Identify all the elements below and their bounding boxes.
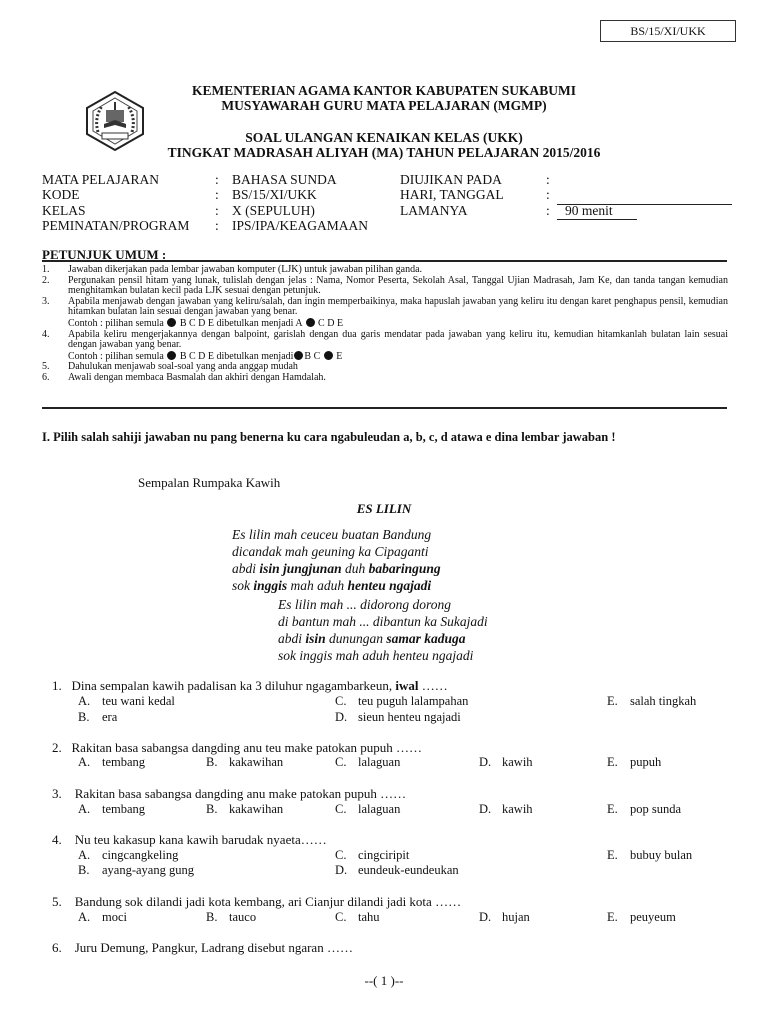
option-text: cingcangkeling: [102, 848, 179, 862]
header-ministry: KEMENTERIAN AGAMA KANTOR KABUPATEN SUKABUMI: [191, 83, 577, 98]
option-text: sieun henteu ngajadi: [358, 710, 461, 724]
colon: :: [215, 202, 219, 218]
option-text: kawih: [502, 755, 533, 769]
section-heading: I. Pilih salah sahiji jawaban nu pang benerna ku cara ngabuleudan a, b, c, d atawa e dina lembar jawaban !: [42, 430, 616, 444]
example-text: B C D E dibetulkan menjadi A: [179, 317, 303, 329]
question-text: Nu teu kakasup kana kawih barudak nyaeta……: [74, 832, 327, 847]
option-letter: B.: [78, 863, 90, 877]
exam-date-value: [565, 172, 613, 187]
colon: :: [546, 172, 550, 187]
instruction-item: [42, 297, 728, 330]
question-num: 2.: [52, 740, 62, 755]
instruction-item: [42, 330, 728, 363]
example-text: C D E: [318, 317, 344, 329]
question-num: 1.: [52, 678, 62, 693]
option-letter: C.: [335, 755, 347, 769]
option-letter: A.: [78, 802, 91, 816]
option-letter: E.: [607, 755, 618, 769]
poem-word: abdi: [278, 631, 306, 646]
poem-bold-word: isin jungjunan: [259, 561, 342, 576]
poem-line: di bantun mah ... dibantun ka Sukajadi: [278, 614, 488, 629]
option-text: teu puguh lalampahan: [358, 694, 469, 708]
instruction-num: 6.: [42, 371, 50, 383]
question-2: [52, 740, 422, 756]
document-code: BS/15/XI/UKK: [630, 24, 706, 38]
option-text: eundeuk-eundeukan: [358, 863, 459, 877]
question-text: Juru Demung, Pangkur, Ladrang disebut ngaran ……: [74, 940, 353, 955]
option-text: kawih: [502, 802, 533, 816]
colon: :: [215, 172, 219, 187]
info-right-label: HARI, TANGGAL: [400, 187, 504, 203]
option-text: pop sunda: [630, 802, 682, 816]
instruction-num: 4.: [42, 328, 50, 340]
poem-bold-word: isin: [305, 631, 326, 646]
option-text: cingciripit: [358, 848, 410, 862]
poem-bold-word: henteu ngajadi: [347, 578, 432, 593]
header-level-year: TINGKAT MADRASAH ALIYAH (MA) TAHUN PELAJARAN 2015/2016: [167, 145, 601, 160]
poem-bold-word: babaringung: [368, 561, 441, 576]
question-num: 5.: [52, 894, 62, 909]
option-text: moci: [102, 910, 127, 924]
info-right-values: [565, 172, 613, 218]
question-text: Bandung sok dilandi jadi kota kembang, ari Cianjur dilandi jadi kota ……: [74, 894, 462, 909]
option-text: kakawihan: [229, 802, 284, 816]
option-text: tauco: [229, 910, 257, 924]
option-letter: A.: [78, 755, 91, 769]
document-code-box: [600, 20, 736, 42]
poem-line: dicandak mah geuning ka Cipaganti: [232, 544, 429, 559]
option-letter: A.: [78, 848, 91, 862]
instruction-text: Apabila menjawab dengan jawaban yang keliru/salah, dan ingin memperbaikinya, maka hapuslah jawaban yang keliru itu dengan karet penghapus pensil, kemudian hitamkan bulatan lain sesuai dengan jawaban yang benar.: [68, 295, 728, 318]
filled-circle-icon: [324, 351, 333, 360]
header-mgmp: MUSYAWARAH GURU MATA PELAJARAN (MGMP): [221, 98, 547, 113]
info-value: BS/15/XI/UKK: [232, 187, 317, 203]
info-right-label: DIUJIKAN PADA: [400, 172, 502, 187]
info-label: KODE: [42, 187, 80, 203]
question-num: 3.: [52, 786, 62, 801]
option-letter: C.: [335, 802, 347, 816]
option-text: peuyeum: [630, 910, 676, 924]
instruction-text: Awali dengan membaca Basmalah dan akhiri dengan Hamdalah.: [68, 371, 326, 383]
poem-word: sok: [232, 578, 254, 593]
option-text: kakawihan: [229, 755, 284, 769]
option-letter: D.: [335, 710, 348, 724]
info-labels: [42, 172, 189, 233]
poem-bold-word: samar kaduga: [386, 631, 466, 646]
poem-line: [278, 630, 488, 647]
question-num: 4.: [52, 832, 62, 847]
colon: :: [215, 187, 219, 203]
info-values: [232, 172, 368, 233]
option-text: tembang: [102, 802, 146, 816]
instruction-num: 3.: [42, 295, 50, 307]
question-5: [52, 894, 461, 910]
poem-line: [232, 577, 441, 594]
option-letter: B.: [206, 802, 218, 816]
poem-word: abdi: [232, 561, 260, 576]
poem-line: Es lilin mah ... didorong dorong: [278, 597, 452, 612]
question-1: [52, 678, 448, 694]
instruction-num: 5.: [42, 361, 50, 373]
poem-stanza-1: [232, 526, 441, 594]
poem-word: mah aduh: [287, 578, 348, 593]
question-bold: iwal: [395, 678, 419, 693]
example-text: Contoh : pilihan semula: [68, 317, 164, 329]
info-right-labels: [400, 172, 504, 218]
option-letter: E.: [607, 802, 618, 816]
excerpt-intro: Sempalan Rumpaka Kawih: [138, 475, 281, 490]
option-letter: E.: [607, 848, 618, 862]
option-letter: D.: [479, 910, 492, 924]
duration-value: 90 menit: [565, 202, 613, 218]
option-letter: A.: [78, 910, 91, 924]
poem-line: [232, 560, 441, 577]
page-number: --( 1 )--: [364, 973, 404, 988]
option-letter: D.: [479, 802, 492, 816]
example-text: Contoh : pilihan semula: [68, 350, 164, 362]
poem-line: sok inggis mah aduh henteu ngajadi: [278, 648, 474, 663]
instructions-title: PETUNJUK UMUM :: [42, 247, 167, 262]
info-value: BAHASA SUNDA: [232, 172, 337, 187]
option-text: salah tingkah: [630, 694, 697, 708]
question-text: Rakitan basa sabangsa dangding anu make patokan pupuh ……: [74, 786, 407, 801]
option-letter: E.: [607, 910, 618, 924]
instruction-num: 1.: [42, 264, 50, 275]
poem-word: duh: [341, 561, 369, 576]
info-label: PEMINATAN/PROGRAM: [42, 217, 190, 233]
poem-stanza-2: [278, 596, 488, 664]
question-text: Dina sempalan kawih padalisan ka 3 diluhur ngagambarkeun,: [71, 678, 396, 693]
poem-line: Es lilin mah ceuceu buatan Bandung: [232, 527, 432, 542]
option-letter: E.: [607, 694, 618, 708]
info-colons: [215, 172, 219, 233]
filled-circle-icon: [167, 351, 176, 360]
question-4: [52, 832, 327, 848]
instruction-item: [42, 373, 728, 384]
filled-circle-icon: [167, 318, 176, 327]
option-text: tahu: [358, 910, 380, 924]
colon: :: [546, 202, 550, 218]
option-letter: D.: [479, 755, 492, 769]
option-text: teu wani kedal: [102, 694, 175, 708]
option-text: bubuy bulan: [630, 848, 693, 862]
option-letter: A.: [78, 694, 91, 708]
option-letter: C.: [335, 694, 347, 708]
option-text: lalaguan: [358, 755, 401, 769]
instruction-num: 2.: [42, 274, 50, 286]
example-text: B C: [304, 350, 321, 362]
colon: :: [546, 187, 550, 203]
option-text: pupuh: [630, 755, 662, 769]
poem-word: dunungan: [325, 631, 387, 646]
instructions-top-rule: [42, 260, 727, 262]
poem-bold-word: inggis: [253, 578, 288, 593]
option-text: ayang-ayang gung: [102, 863, 194, 877]
option-letter: B.: [206, 755, 218, 769]
filled-circle-icon: [306, 318, 315, 327]
day-date-line: [557, 204, 732, 205]
option-letter: C.: [335, 910, 347, 924]
option-text: lalaguan: [358, 802, 401, 816]
info-label: KELAS: [42, 202, 86, 218]
instructions-bottom-rule: [42, 407, 727, 409]
option-text: hujan: [502, 910, 530, 924]
poem-title: ES LILIN: [356, 501, 412, 516]
example-text: E: [336, 350, 343, 362]
info-value: X (SEPULUH): [232, 202, 315, 218]
instruction-item: [42, 276, 728, 297]
option-letter: C.: [335, 848, 347, 862]
header-exam-title: SOAL ULANGAN KENAIKAN KELAS (UKK): [245, 130, 523, 145]
option-text: era: [102, 710, 118, 724]
option-letter: D.: [335, 863, 348, 877]
question-3: [52, 786, 406, 802]
example-text: B C D E dibetulkan menjadi: [179, 350, 294, 362]
instruction-text: Jawaban dikerjakan pada lembar jawaban komputer (LJK) untuk jawaban pilihan ganda.: [68, 264, 423, 275]
question-text: Rakitan basa sabangsa dangding anu teu make patokan pupuh ……: [71, 740, 423, 755]
info-right-colons: [546, 172, 550, 218]
instruction-text: Apabila keliru mengerjakannya dengan balpoint, garislah dengan dua garis mendatar pada jawaban yang keliru itu, kemudian hitamkanlah bulatan lain sesuai dengan jawaban yang benar.: [68, 328, 728, 351]
duration-line: [557, 219, 637, 220]
instructions-list: [42, 265, 728, 384]
option-letter: B.: [206, 910, 218, 924]
instruction-text: Pergunakan pensil hitam yang lunak, tulislah dengan jelas : Nama, Nomor Peserta, Sekolah Asal, Tanggal Ujian Madrasah, Jam Ke, dan tanda tangan kemudian menghitamkan bulatan kecil pada LJK sesuai dengan petunjuk.: [68, 274, 728, 297]
option-letter: B.: [78, 710, 90, 724]
question-6: [52, 940, 353, 956]
info-label: MATA PELAJARAN: [42, 172, 160, 187]
instruction-text: Dahulukan menjawab soal-soal yang anda anggap mudah: [68, 361, 298, 373]
question-tail: ……: [418, 678, 448, 693]
day-date-value: [565, 187, 613, 202]
colon: :: [215, 217, 219, 233]
filled-circle-icon: [294, 351, 303, 360]
info-value: IPS/IPA/KEAGAMAAN: [232, 217, 369, 233]
info-right-label: LAMANYA: [400, 202, 468, 218]
option-text: tembang: [102, 755, 146, 769]
question-num: 6.: [52, 940, 62, 955]
